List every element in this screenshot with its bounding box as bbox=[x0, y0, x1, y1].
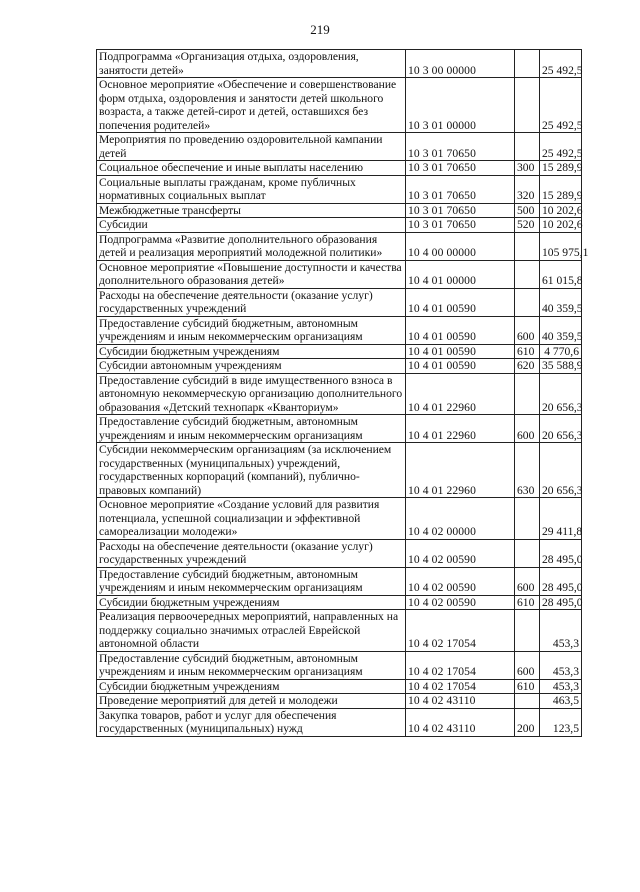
row-code-cell: 10 4 01 22960 bbox=[406, 443, 515, 498]
row-name-cell: Субсидии некоммерческим организациям (за исключением государственных (муниципальных) учреждений, государственных корпораций (компаний), публично-правовых компаний) bbox=[97, 443, 406, 498]
row-expense-type-cell: 320 bbox=[515, 175, 540, 203]
table-row bbox=[97, 232, 582, 260]
row-expense-type-cell bbox=[515, 133, 540, 161]
row-name-cell: Предоставление субсидий в виде имущественного взноса в автономную некоммерческую организацию дополнительного образования «Детский технопарк «Кванториум» bbox=[97, 373, 406, 415]
budget-table bbox=[96, 49, 589, 737]
row-name-cell: Предоставление субсидий бюджетным, автономным учреждениям и иным некоммерческим организациям bbox=[97, 316, 406, 344]
row-sum-cell: 25 492,5 bbox=[540, 78, 582, 133]
row-name-cell: Основное мероприятие «Обеспечение и совершенствование форм отдыха, оздоровления и занятости детей школьного возраста, а также детей-сирот и детей, оставшихся без попечения родителей» bbox=[97, 78, 406, 133]
row-name-cell: Основное мероприятие «Создание условий для развития потенциала, успешной социализации и эффективной самореализации молодежи» bbox=[97, 498, 406, 540]
table-row bbox=[97, 260, 582, 288]
row-code-cell: 10 4 02 00590 bbox=[406, 595, 515, 610]
row-name-cell: Субсидии бюджетным учреждениям bbox=[97, 344, 406, 359]
row-name-cell: Межбюджетные трансферты bbox=[97, 203, 406, 218]
row-code-cell: 10 4 00 00000 bbox=[406, 232, 515, 260]
row-name-cell: Субсидии бюджетным учреждениям bbox=[97, 679, 406, 694]
row-code-cell: 10 4 01 00590 bbox=[406, 288, 515, 316]
row-sum-cell: 15 289,9 bbox=[540, 161, 582, 176]
table-row bbox=[97, 498, 582, 540]
table-row bbox=[97, 694, 582, 709]
row-name-cell: Предоставление субсидий бюджетным, автономным учреждениям и иным некоммерческим организациям bbox=[97, 415, 406, 443]
row-name-cell: Субсидии автономным учреждениям bbox=[97, 359, 406, 374]
row-sum-cell: 20 656,3 bbox=[540, 443, 582, 498]
table-row bbox=[97, 161, 582, 176]
table-row bbox=[97, 50, 582, 78]
row-code-cell: 10 3 01 70650 bbox=[406, 161, 515, 176]
table-row bbox=[97, 708, 582, 736]
row-sum-cell: 10 202,6 bbox=[540, 203, 582, 218]
row-sum-cell: 453,3 bbox=[540, 610, 582, 652]
row-sum-cell: 61 015,8 bbox=[540, 260, 582, 288]
row-expense-type-cell: 200 bbox=[515, 708, 540, 736]
table-row bbox=[97, 679, 582, 694]
table-row bbox=[97, 595, 582, 610]
row-name-cell: Предоставление субсидий бюджетным, автономным учреждениям и иным некоммерческим организациям bbox=[97, 651, 406, 679]
row-name-cell: Мероприятия по проведению оздоровительной кампании детей bbox=[97, 133, 406, 161]
row-name-cell: Социальные выплаты гражданам, кроме публичных нормативных социальных выплат bbox=[97, 175, 406, 203]
row-expense-type-cell bbox=[515, 694, 540, 709]
row-name-cell: Расходы на обеспечение деятельности (оказание услуг) государственных учреждений bbox=[97, 288, 406, 316]
row-expense-type-cell: 620 bbox=[515, 359, 540, 374]
row-sum-cell: 15 289,9 bbox=[540, 175, 582, 203]
row-code-cell: 10 4 01 22960 bbox=[406, 373, 515, 415]
row-sum-cell: 28 495,0 bbox=[540, 595, 582, 610]
row-code-cell: 10 4 02 17054 bbox=[406, 651, 515, 679]
row-sum-cell: 453,3 bbox=[540, 679, 582, 694]
row-expense-type-cell bbox=[515, 50, 540, 78]
table-row bbox=[97, 651, 582, 679]
row-sum-cell: 40 359,5 bbox=[540, 288, 582, 316]
row-expense-type-cell bbox=[515, 373, 540, 415]
row-expense-type-cell bbox=[515, 498, 540, 540]
row-name-cell: Расходы на обеспечение деятельности (оказание услуг) государственных учреждений bbox=[97, 539, 406, 567]
row-name-cell: Субсидии бюджетным учреждениям bbox=[97, 595, 406, 610]
row-code-cell: 10 4 01 00590 bbox=[406, 316, 515, 344]
row-sum-cell: 25 492,5 bbox=[540, 50, 582, 78]
row-name-cell: Основное мероприятие «Повышение доступности и качества дополнительного образования детей» bbox=[97, 260, 406, 288]
row-sum-cell: 4 770,6 bbox=[540, 344, 582, 359]
row-sum-cell: 25 492,5 bbox=[540, 133, 582, 161]
row-code-cell: 10 4 02 00590 bbox=[406, 539, 515, 567]
row-sum-cell: 40 359,5 bbox=[540, 316, 582, 344]
table-row bbox=[97, 373, 582, 415]
table-row bbox=[97, 359, 582, 374]
row-code-cell: 10 4 02 17054 bbox=[406, 610, 515, 652]
table-row bbox=[97, 610, 582, 652]
row-expense-type-cell: 520 bbox=[515, 218, 540, 233]
row-expense-type-cell bbox=[515, 260, 540, 288]
row-expense-type-cell bbox=[515, 232, 540, 260]
table-row bbox=[97, 415, 582, 443]
row-sum-cell: 105 975,1 bbox=[540, 232, 582, 260]
row-code-cell: 10 3 01 70650 bbox=[406, 203, 515, 218]
row-expense-type-cell: 610 bbox=[515, 344, 540, 359]
page-number: 219 bbox=[310, 22, 330, 37]
row-code-cell: 10 3 00 00000 bbox=[406, 50, 515, 78]
table-row bbox=[97, 288, 582, 316]
row-name-cell: Социальное обеспечение и иные выплаты населению bbox=[97, 161, 406, 176]
row-code-cell: 10 4 02 43110 bbox=[406, 694, 515, 709]
row-sum-cell: 123,5 bbox=[540, 708, 582, 736]
row-code-cell: 10 4 01 00590 bbox=[406, 359, 515, 374]
row-expense-type-cell: 500 bbox=[515, 203, 540, 218]
row-expense-type-cell: 610 bbox=[515, 679, 540, 694]
row-sum-cell: 20 656,3 bbox=[540, 373, 582, 415]
table-row bbox=[97, 203, 582, 218]
row-sum-cell: 10 202,6 bbox=[540, 218, 582, 233]
table-row bbox=[97, 175, 582, 203]
row-code-cell: 10 3 01 70650 bbox=[406, 175, 515, 203]
row-sum-cell: 28 495,0 bbox=[540, 567, 582, 595]
row-code-cell: 10 3 01 70650 bbox=[406, 218, 515, 233]
row-expense-type-cell: 600 bbox=[515, 415, 540, 443]
table-row bbox=[97, 218, 582, 233]
table-row bbox=[97, 316, 582, 344]
row-code-cell: 10 4 02 00590 bbox=[406, 567, 515, 595]
row-code-cell: 10 3 01 00000 bbox=[406, 78, 515, 133]
row-code-cell: 10 4 01 00000 bbox=[406, 260, 515, 288]
row-code-cell: 10 3 01 70650 bbox=[406, 133, 515, 161]
row-expense-type-cell bbox=[515, 610, 540, 652]
row-sum-cell: 463,5 bbox=[540, 694, 582, 709]
row-name-cell: Подпрограмма «Организация отдыха, оздоровления, занятости детей» bbox=[97, 50, 406, 78]
row-sum-cell: 35 588,9 bbox=[540, 359, 582, 374]
row-name-cell: Закупка товаров, работ и услуг для обеспечения государственных (муниципальных) нужд bbox=[97, 708, 406, 736]
row-code-cell: 10 4 01 00590 bbox=[406, 344, 515, 359]
row-code-cell: 10 4 01 22960 bbox=[406, 415, 515, 443]
row-name-cell: Подпрограмма «Развитие дополнительного образования детей и реализация мероприятий молодежной политики» bbox=[97, 232, 406, 260]
row-expense-type-cell: 630 bbox=[515, 443, 540, 498]
row-sum-cell: 29 411,8 bbox=[540, 498, 582, 540]
row-expense-type-cell: 610 bbox=[515, 595, 540, 610]
row-expense-type-cell: 600 bbox=[515, 651, 540, 679]
table-row bbox=[97, 443, 582, 498]
row-sum-cell: 28 495,0 bbox=[540, 539, 582, 567]
row-sum-cell: 453,3 bbox=[540, 651, 582, 679]
row-name-cell: Реализация первоочередных мероприятий, направленных на поддержку социально значимых отраслей Еврейской автономной области bbox=[97, 610, 406, 652]
table-row bbox=[97, 539, 582, 567]
row-name-cell: Предоставление субсидий бюджетным, автономным учреждениям и иным некоммерческим организациям bbox=[97, 567, 406, 595]
table-row bbox=[97, 133, 582, 161]
row-expense-type-cell: 300 bbox=[515, 161, 540, 176]
row-name-cell: Субсидии bbox=[97, 218, 406, 233]
table-row bbox=[97, 344, 582, 359]
row-expense-type-cell bbox=[515, 539, 540, 567]
budget-table-body bbox=[97, 50, 589, 737]
row-expense-type-cell: 600 bbox=[515, 316, 540, 344]
table-row bbox=[97, 78, 582, 133]
row-expense-type-cell bbox=[515, 78, 540, 133]
row-code-cell: 10 4 02 00000 bbox=[406, 498, 515, 540]
table-row bbox=[97, 567, 582, 595]
row-name-cell: Проведение мероприятий для детей и молодежи bbox=[97, 694, 406, 709]
row-sum-cell: 20 656,3 bbox=[540, 415, 582, 443]
row-expense-type-cell bbox=[515, 288, 540, 316]
row-code-cell: 10 4 02 17054 bbox=[406, 679, 515, 694]
row-code-cell: 10 4 02 43110 bbox=[406, 708, 515, 736]
row-expense-type-cell: 600 bbox=[515, 567, 540, 595]
